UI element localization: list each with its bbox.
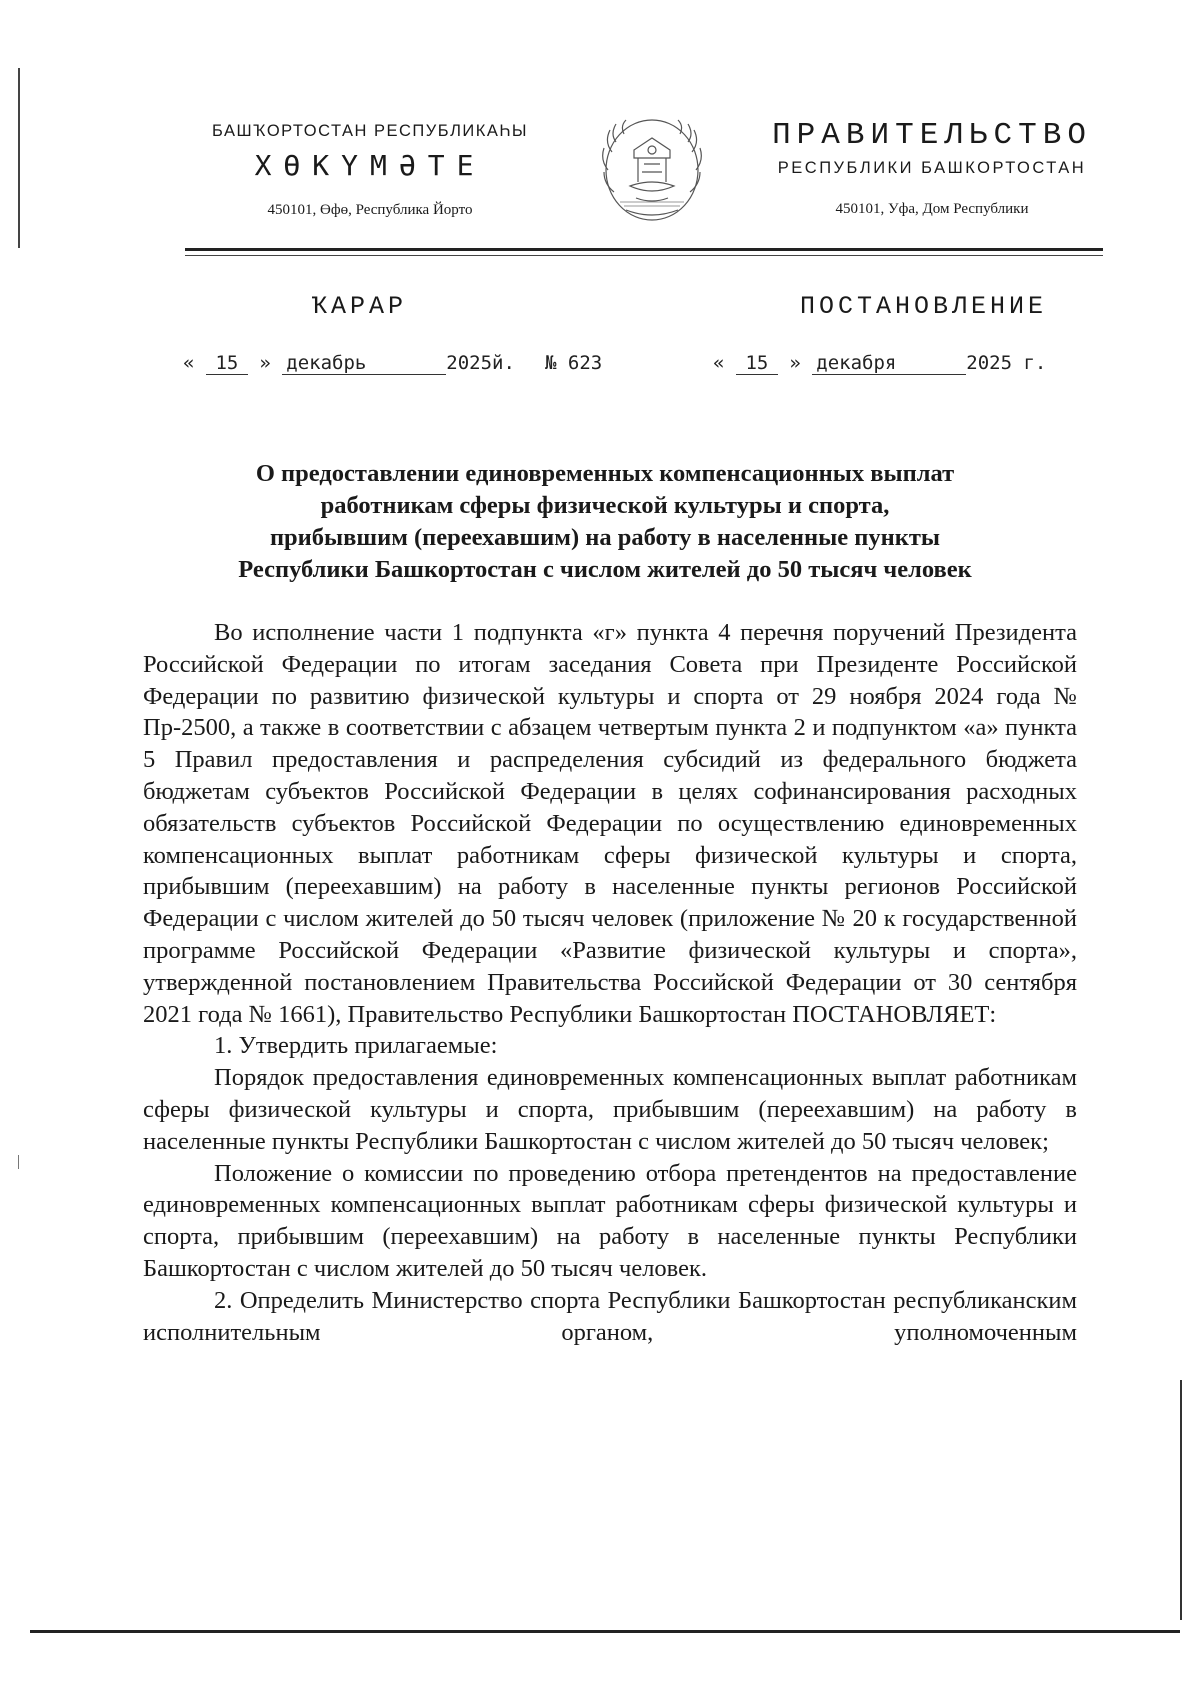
document-number: № 623 bbox=[545, 352, 603, 374]
document-title bbox=[140, 458, 1070, 586]
header-divider bbox=[185, 255, 1103, 256]
russian-government-title: ПРАВИТЕЛЬСТВО bbox=[772, 118, 1092, 153]
preamble-paragraph: Во исполнение части 1 подпункта «г» пункта 4 перечня поручений Президента Российской Федерации по итогам заседания Совета при Президенте Российской Федерации по развитию физической культуры и спорта от 29 ноября 2024 года № Пр-2500, а также в соответствии с абзацем четвертым пункта 2 и подпунктом «а» пункта 5 Правил предоставления и распределения субсидий из федерального бюджета бюджетам субъектов Российской Федерации в целях софинансирования расходных обязательств субъектов Российской Федерации по осуществлению единовременных компенсационных выплат работникам сферы физической культуры и спорта, прибывшим (переехавшим) на работу в населенные пункты регионов Российской Федерации с числом жителей до 50 тысяч человек (приложение № 20 к государственной программе Российской Федерации «Развитие физической культуры и спорта», утвержденной постановлением Правительства Российской Федерации от 30 сентября 2021 года № 1661), Правительство Республики Башкортостан ПОСТАНОВЛЯЕТ: bbox=[143, 619, 1077, 1028]
russian-republic-name: РЕСПУБЛИКИ БАШКОРТОСТАН bbox=[777, 159, 1087, 177]
item-1a-paragraph: Порядок предоставления единовременных компенсационных выплат работникам сферы физической культуры и спорта, прибывшим (переехавшим) на работу в населенные пункты Республики Башкортостан с числом жителей до 50 тысяч человек; bbox=[143, 1064, 1077, 1155]
close-quote: » bbox=[789, 352, 801, 374]
title-line: прибывшим (переехавшим) на работу в населенные пункты bbox=[269, 524, 941, 551]
document-body bbox=[143, 617, 1077, 1348]
date-bashkir bbox=[183, 352, 515, 375]
day-field: 15 bbox=[206, 352, 248, 375]
doc-type-bashkir: ҠАРАР bbox=[312, 292, 408, 321]
date-russian bbox=[713, 352, 1046, 375]
scan-edge-mark bbox=[18, 1155, 19, 1169]
header-left-block bbox=[185, 122, 555, 219]
item-1-paragraph: 1. Утвердить прилагаемые: bbox=[214, 1032, 498, 1060]
title-line: О предоставлении единовременных компенсационных выплат bbox=[255, 460, 955, 487]
scan-edge-mark bbox=[30, 1630, 1180, 1633]
doc-type-russian: ПОСТАНОВЛЕНИЕ bbox=[800, 292, 1048, 321]
month-field: декабря bbox=[812, 352, 966, 375]
close-quote: » bbox=[259, 352, 271, 374]
scan-edge-mark bbox=[1180, 1380, 1182, 1620]
year-field: 2025й. bbox=[446, 352, 515, 374]
title-line: работникам сферы физической культуры и спорта, bbox=[320, 492, 890, 519]
month-field: декабрь bbox=[282, 352, 446, 375]
header-right-block bbox=[762, 118, 1102, 218]
day-field: 15 bbox=[736, 352, 778, 375]
year-field: 2025 г. bbox=[966, 352, 1047, 374]
bashkir-address: 450101, Өфө, Республика Йорто bbox=[267, 202, 473, 218]
item-1b-paragraph: Положение о комиссии по проведению отбора претендентов на предоставление единовременных компенсационных выплат работникам сферы физической культуры и спорта, прибывшим (переехавшим) на работу в населенные пункты Республики Башкортостан с числом жителей до 50 тысяч человек. bbox=[143, 1159, 1077, 1282]
header-divider bbox=[185, 248, 1103, 251]
open-quote: « bbox=[183, 352, 195, 374]
item-2-paragraph: 2. Определить Министерство спорта Республики Башкортостан республиканским исполнительным органом, уполномоченным bbox=[143, 1286, 1077, 1346]
title-line: Республики Башкортостан с числом жителей до 50 тысяч человек bbox=[238, 556, 972, 583]
scan-edge-mark bbox=[18, 68, 20, 248]
bashkir-republic-name: БАШҠОРТОСТАН РЕСПУБЛИКАҺЫ bbox=[211, 122, 528, 140]
bashkir-government-title: ХӨКҮМӘТЕ bbox=[254, 149, 486, 182]
open-quote: « bbox=[713, 352, 725, 374]
russian-address: 450101, Уфа, Дом Республики bbox=[835, 201, 1029, 217]
coat-of-arms-emblem bbox=[590, 112, 715, 224]
